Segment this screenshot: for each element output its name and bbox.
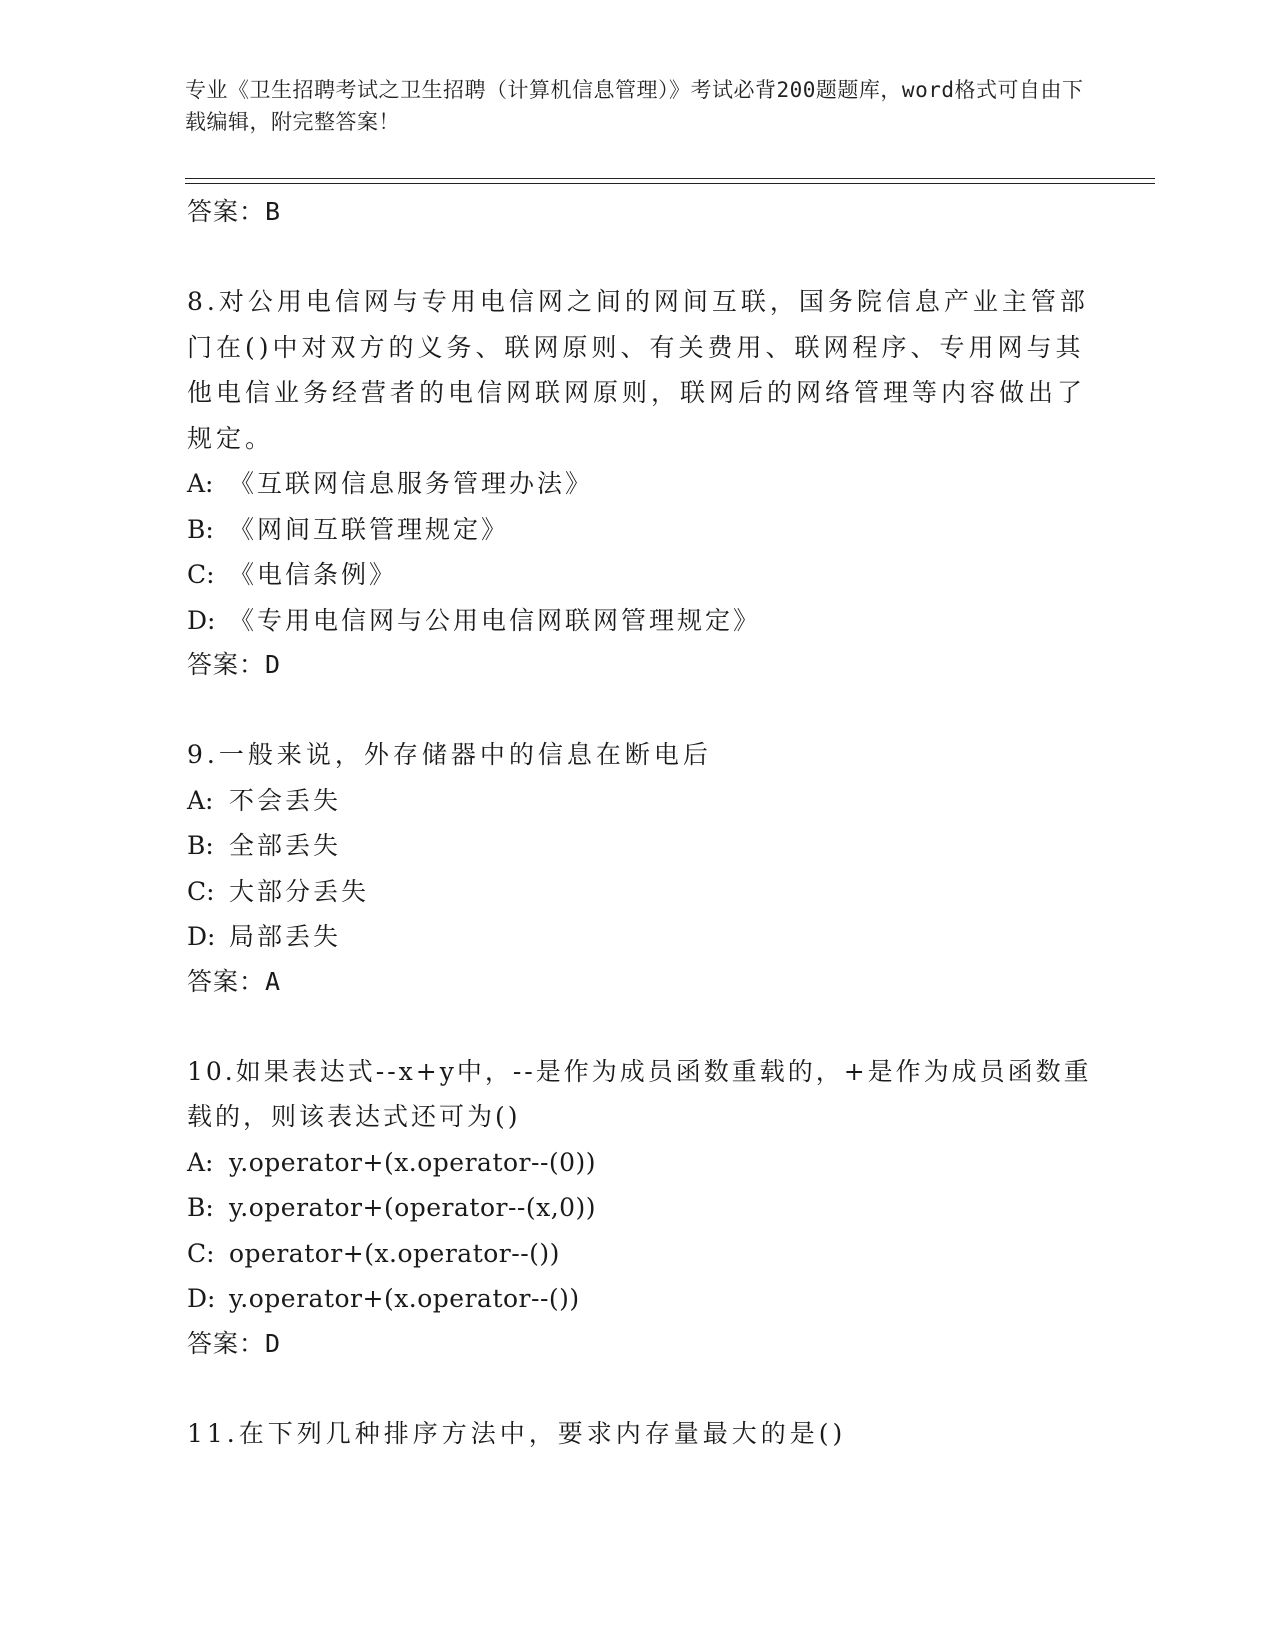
- question-text: 8.对公用电信网与专用电信网之间的网间互联，国务院信息产业主管部门在()中对双方的义务、联网原则、有关费用、联网程序、专用网与其他电信业务经营者的电信网联网原则，联网后的网络管理等内容做出了规定。: [187, 287, 1089, 453]
- option-b: [187, 1185, 1097, 1231]
- answer-line: [187, 643, 1097, 687]
- document-body: [187, 190, 1097, 1456]
- question-text: 10.如果表达式--x+y中，--是作为成员函数重载的，+是作为成员函数重载的，则该表达式还可为(): [187, 1056, 1092, 1131]
- option-letter: B:: [187, 514, 214, 544]
- option-a: [187, 461, 1097, 507]
- answer-value: B: [265, 197, 282, 226]
- option-letter: C:: [187, 876, 215, 906]
- option-letter: A:: [187, 785, 214, 815]
- option-text: 《电信条例》: [229, 560, 398, 589]
- option-b: [187, 507, 1097, 553]
- option-letter: D:: [187, 922, 216, 951]
- option-text: y.operator+(x.operator--(0)): [229, 1147, 597, 1177]
- question-text: 9.一般来说，外存储器中的信息在断电后: [187, 740, 712, 769]
- option-text: y.operator+(operator--(x,0)): [229, 1193, 597, 1222]
- option-text: 《网间互联管理规定》: [229, 514, 510, 544]
- option-letter: D:: [187, 1284, 216, 1313]
- question-block: [187, 1411, 1097, 1457]
- option-text: 全部丢失: [229, 831, 342, 860]
- answer-value: A: [265, 966, 282, 996]
- answer-line: [187, 190, 1097, 234]
- option-letter: C:: [187, 1238, 215, 1268]
- header-rule-top: [185, 178, 1155, 179]
- option-letter: A:: [187, 469, 214, 498]
- option-text: 大部分丢失: [229, 876, 370, 906]
- option-text: 《互联网信息服务管理办法》: [229, 469, 594, 498]
- question-text: 11.在下列几种排序方法中，要求内存量最大的是(): [187, 1418, 847, 1448]
- option-letter: A:: [187, 1147, 214, 1177]
- option-text: y.operator+(x.operator--()): [229, 1284, 580, 1313]
- question-block: [187, 279, 1097, 687]
- option-text: 不会丢失: [229, 785, 342, 815]
- option-d: [187, 914, 1097, 960]
- option-letter: C:: [187, 560, 215, 589]
- option-b: [187, 823, 1097, 869]
- question-block: [187, 732, 1097, 1004]
- option-d: [187, 1276, 1097, 1322]
- option-c: [187, 869, 1097, 915]
- option-a: [187, 778, 1097, 824]
- answer-label: 答案：: [187, 650, 266, 679]
- option-letter: D:: [187, 605, 216, 635]
- document-header: 专业《卫生招聘考试之卫生招聘（计算机信息管理）》考试必背200题题库，word格式可自由下载编辑，附完整答案！: [185, 78, 1084, 134]
- question-block: [187, 1049, 1097, 1366]
- answer-label: 答案：: [187, 197, 266, 226]
- option-text: 《专用电信网与公用电信网联网管理规定》: [229, 605, 762, 635]
- answer-value: D: [265, 1328, 282, 1358]
- answer-value: D: [265, 650, 282, 679]
- option-c: [187, 552, 1097, 598]
- option-text: 局部丢失: [229, 922, 342, 951]
- option-text: operator+(x.operator--()): [229, 1238, 560, 1268]
- option-d: [187, 598, 1097, 644]
- header-rule-bottom: [185, 183, 1155, 184]
- option-c: [187, 1231, 1097, 1277]
- answer-label: 答案：: [187, 1328, 266, 1358]
- option-a: [187, 1140, 1097, 1186]
- answer-label: 答案：: [187, 966, 266, 996]
- option-letter: B:: [187, 831, 214, 860]
- answer-line: [187, 960, 1097, 1004]
- option-letter: B:: [187, 1193, 214, 1222]
- answer-line: [187, 1322, 1097, 1366]
